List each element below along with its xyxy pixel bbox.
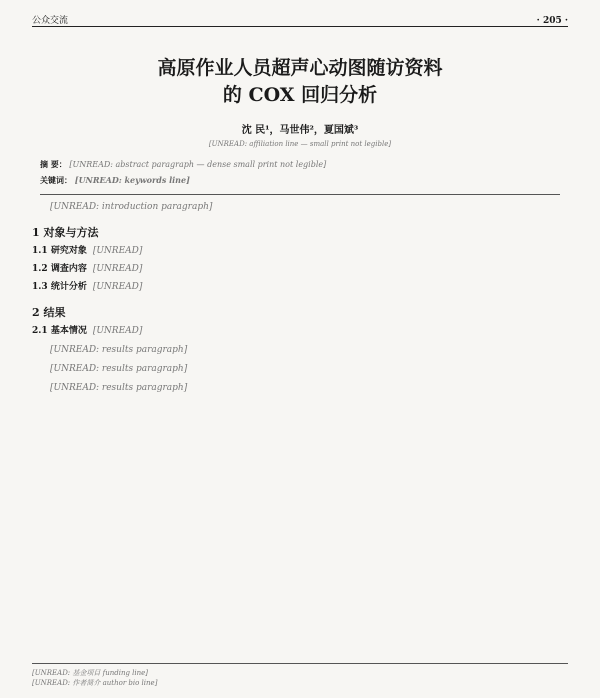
title-line-1: 高原作业人员超声心动图随访资料	[157, 57, 443, 79]
subsection-1-2-title: 调查内容	[50, 264, 87, 274]
subsection-1-3-number: 1.3	[32, 282, 48, 292]
subsection-2-1-number: 2.1	[32, 326, 48, 336]
keywords	[40, 175, 560, 186]
results-paragraph-2: [UNREAD: results paragraph]	[50, 345, 188, 355]
subsection-1-3-text: [UNREAD]	[92, 282, 143, 292]
subsection-1-3	[32, 281, 568, 294]
paper-title	[32, 55, 568, 109]
subsection-1-1-title: 研究对象	[50, 246, 87, 256]
subsection-1-2-number: 1.2	[32, 264, 48, 274]
abstract	[40, 158, 560, 171]
subsection-1-1-text: [UNREAD]	[92, 246, 143, 256]
section-1-number: 1	[32, 226, 40, 239]
keywords-label: 关键词：	[40, 175, 72, 185]
footnote	[32, 663, 568, 688]
section-1-heading	[32, 224, 568, 240]
affiliations: [UNREAD: affiliation line — small print not legible]	[208, 140, 392, 148]
subsection-1-2	[32, 263, 568, 276]
subsection-2-1-text: [UNREAD]	[92, 326, 143, 336]
subsection-2-1-title: 基本情况	[50, 326, 87, 336]
subsection-1-2-text: [UNREAD]	[92, 264, 143, 274]
abstract-text: [UNREAD: abstract paragraph — dense small print not legible]	[69, 160, 327, 169]
section-2-heading	[32, 304, 568, 320]
section-2-number: 2	[32, 306, 40, 319]
results-paragraph-3: [UNREAD: results paragraph]	[50, 364, 188, 374]
subsection-2-1	[32, 325, 568, 338]
keywords-text: [UNREAD: keywords line]	[74, 175, 190, 185]
section-1-title: 对象与方法	[43, 226, 99, 239]
section-2-title: 结果	[43, 306, 66, 319]
abstract-divider	[40, 194, 560, 195]
abstract-label: 摘 要：	[40, 159, 67, 169]
subsection-1-1-number: 1.1	[32, 246, 48, 256]
authors: 沈 民¹，马世伟²，夏国斌³	[241, 125, 359, 136]
running-header	[32, 0, 568, 27]
results-paragraph-4: [UNREAD: results paragraph]	[50, 383, 188, 393]
page-number: · 205 ·	[536, 16, 568, 26]
title-line-2: 的 COX 回归分析	[222, 84, 378, 106]
subsection-1-3-title: 统计分析	[50, 282, 87, 292]
intro-paragraph: [UNREAD: introduction paragraph]	[50, 202, 213, 212]
footnote-funding: [UNREAD: 基金项目 funding line]	[32, 669, 149, 677]
footnote-author-bio: [UNREAD: 作者简介 author bio line]	[32, 679, 158, 687]
column-name: 公众交流	[32, 16, 69, 26]
subsection-1-1	[32, 245, 568, 258]
